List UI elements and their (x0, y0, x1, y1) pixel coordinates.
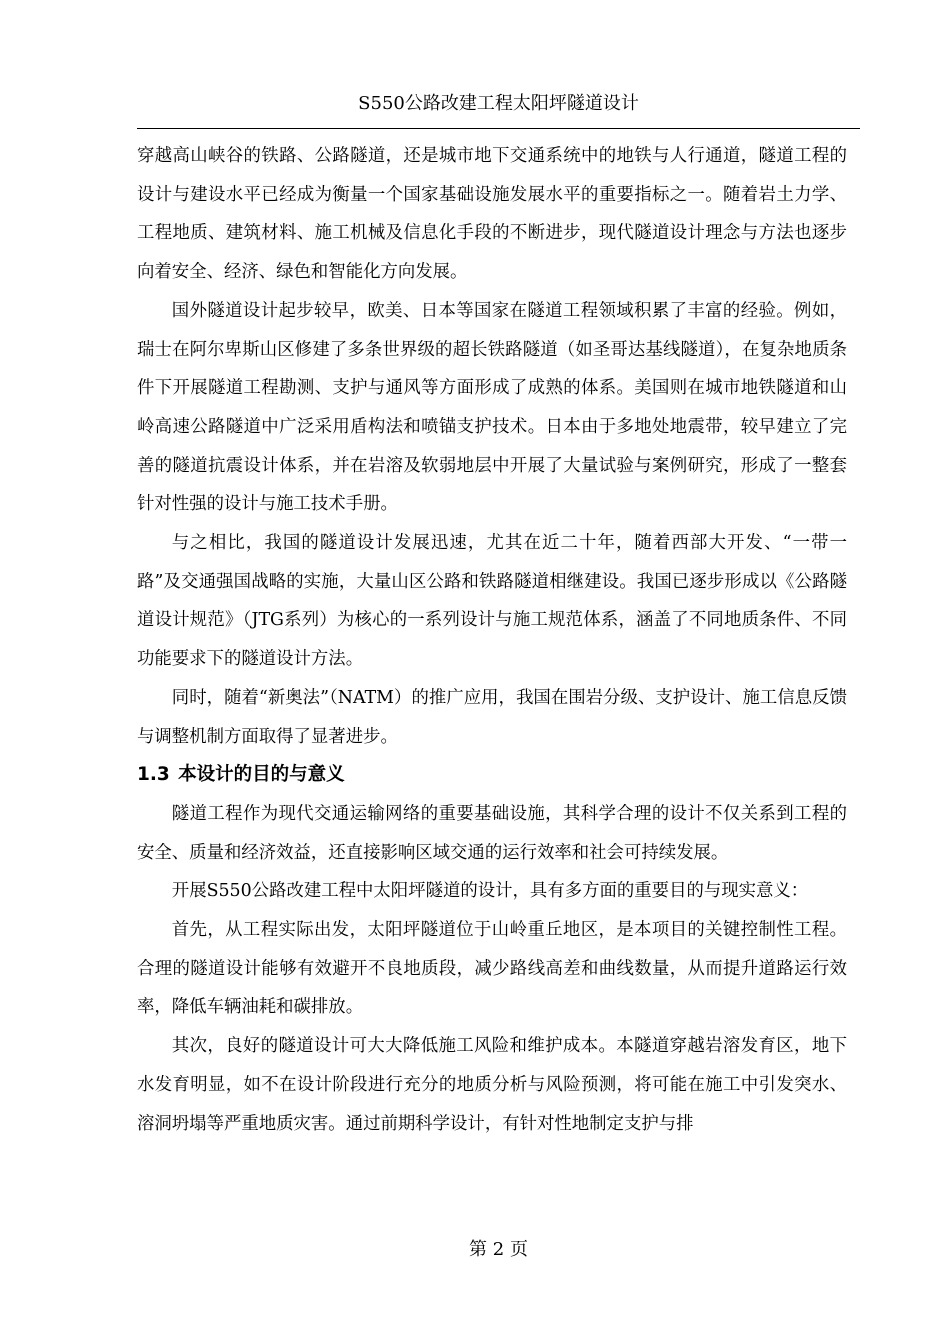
paragraph-domestic-research: 与之相比，我国的隧道设计发展迅速，尤其在近二十年，随着西部大开发、“一带一路”及交通强国战略的实施，大量山区公路和铁路隧道相继建设。我国已逐步形成以《公路隧道设计规范》（JTG系列）为核心的一系列设计与施工规范体系，涵盖了不同地质条件、不同功能要求下的隧道设计方法。 (137, 533, 847, 670)
section-title: 本设计的目的与意义 (178, 764, 345, 786)
paragraph-purpose-second: 其次，良好的隧道设计可大大降低施工风险和维护成本。本隧道穿越岩溶发育区，地下水发育明显，如不在设计阶段进行充分的地质分析与风险预测，将可能在施工中引发突水、溶洞坍塌等严重地质灾害。通过前期科学设计，有针对性地制定支护与排 (137, 1036, 847, 1134)
running-header: S550公路改建工程太阳坪隧道设计 (358, 93, 639, 114)
header-divider (137, 128, 860, 129)
paragraph-purpose-intro: 隧道工程作为现代交通运输网络的重要基础设施，其科学合理的设计不仅关系到工程的安全、质量和经济效益，还直接影响区域交通的运行效率和社会可持续发展。 (137, 803, 847, 863)
page-number: 第 2 页 (469, 1239, 528, 1260)
paragraph-continuation: 穿越高山峡谷的铁路、公路隧道，还是城市地下交通系统中的地铁与人行通道，隧道工程的设计与建设水平已经成为衡量一个国家基础设施发展水平的重要指标之一。随着岩土力学、工程地质、建筑材料、施工机械及信息化手段的不断进步，现代隧道设计理念与方法也逐步向着安全、经济、绿色和智能化方向发展。 (137, 146, 847, 283)
section-heading (137, 756, 847, 795)
document-body (137, 137, 847, 1143)
paragraph-purpose-lead: 开展S550公路改建工程中太阳坪隧道的设计，具有多方面的重要目的与现实意义： (171, 881, 809, 902)
paragraph-natm: 同时，随着“新奥法”（NATM）的推广应用，我国在围岩分级、支护设计、施工信息反馈与调整机制方面取得了显著进步。 (137, 687, 847, 747)
paragraph-foreign-research: 国外隧道设计起步较早，欧美、日本等国家在隧道工程领域积累了丰富的经验。例如，瑞士在阿尔卑斯山区修建了多条世界级的超长铁路隧道（如圣哥达基线隧道），在复杂地质条件下开展隧道工程勘测、支护与通风等方面形成了成熟的体系。美国则在城市地铁隧道和山岭高速公路隧道中广泛采用盾构法和喷锚支护技术。日本由于多地处地震带，较早建立了完善的隧道抗震设计体系，并在岩溶及软弱地层中开展了大量试验与案例研究，形成了一整套针对性强的设计与施工技术手册。 (137, 300, 847, 515)
section-number: 1.3 (137, 764, 170, 786)
paragraph-purpose-first: 首先，从工程实际出发，太阳坪隧道位于山岭重丘地区，是本项目的关键控制性工程。合理的隧道设计能够有效避开不良地质段，减少路线高差和曲线数量，从而提升道路运行效率，降低车辆油耗和碳排放。 (137, 920, 847, 1018)
